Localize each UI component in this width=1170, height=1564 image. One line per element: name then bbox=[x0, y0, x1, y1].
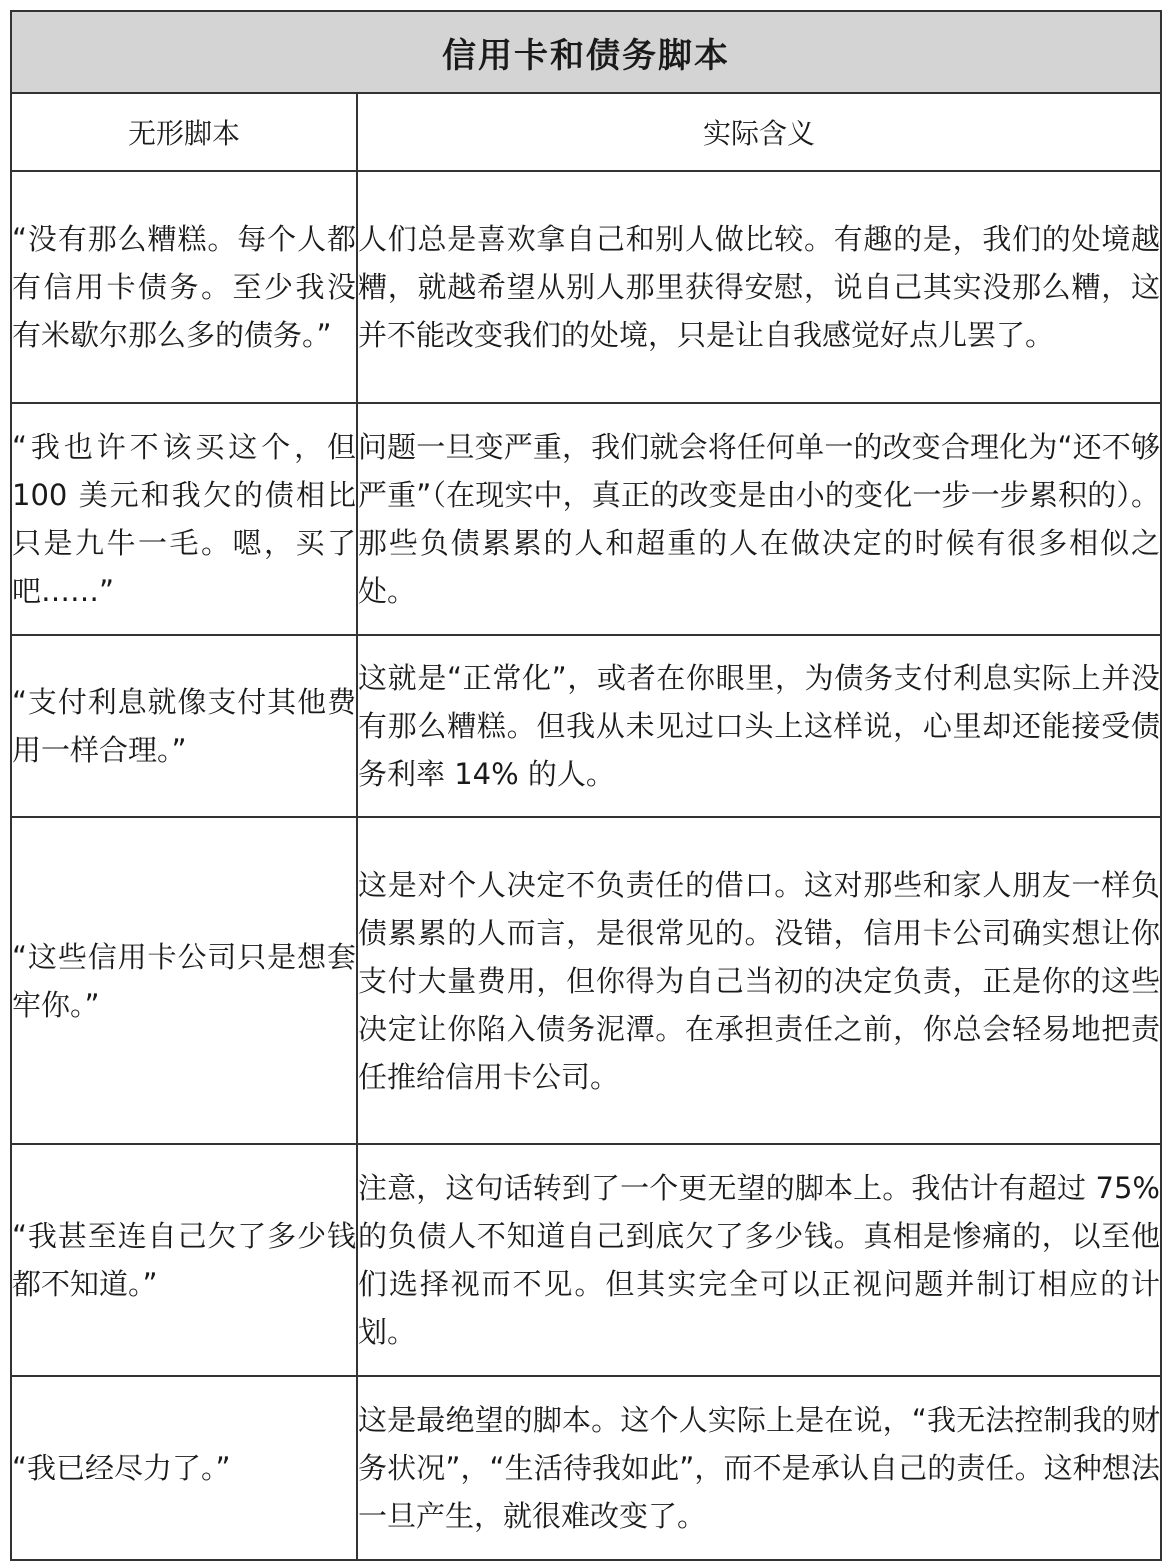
table-row bbox=[11, 817, 1161, 1144]
table-row bbox=[11, 403, 1161, 635]
script-cell: “支付利息就像支付其他费用一样合理。” bbox=[11, 635, 357, 817]
column-header-meaning: 实际含义 bbox=[357, 93, 1161, 171]
header-row bbox=[11, 93, 1161, 171]
script-cell: “我也许不该买这个，但 100 美元和我欠的债相比只是九牛一毛。嗯，买了吧……” bbox=[11, 403, 357, 635]
table-row bbox=[11, 1376, 1161, 1560]
table-row bbox=[11, 635, 1161, 817]
column-header-script: 无形脚本 bbox=[11, 93, 357, 171]
script-cell: “这些信用卡公司只是想套牢你。” bbox=[11, 817, 357, 1144]
table-row bbox=[11, 1144, 1161, 1376]
script-cell: “我已经尽力了。” bbox=[11, 1376, 357, 1560]
meaning-cell: 这就是“正常化”，或者在你眼里，为债务支付利息实际上并没有那么糟糕。但我从未见过口头上这样说，心里却还能接受债务利率 14% 的人。 bbox=[357, 635, 1161, 817]
scripts-table bbox=[10, 10, 1162, 1561]
script-cell: “我甚至连自己欠了多少钱都不知道。” bbox=[11, 1144, 357, 1376]
title-row bbox=[11, 11, 1161, 93]
script-cell: “没有那么糟糕。每个人都有信用卡债务。至少我没有米歇尔那么多的债务。” bbox=[11, 171, 357, 403]
meaning-cell: 问题一旦变严重，我们就会将任何单一的改变合理化为“还不够严重”（在现实中，真正的改变是由小的变化一步一步累积的）。那些负债累累的人和超重的人在做决定的时候有很多相似之处。 bbox=[357, 403, 1161, 635]
meaning-cell: 这是对个人决定不负责任的借口。这对那些和家人朋友一样负债累累的人而言，是很常见的。没错，信用卡公司确实想让你支付大量费用，但你得为自己当初的决定负责，正是你的这些决定让你陷入债务泥潭。在承担责任之前，你总会轻易地把责任推给信用卡公司。 bbox=[357, 817, 1161, 1144]
meaning-cell: 这是最绝望的脚本。这个人实际上是在说，“我无法控制我的财务状况”，“生活待我如此”，而不是承认自己的责任。这种想法一旦产生，就很难改变了。 bbox=[357, 1376, 1161, 1560]
table-row bbox=[11, 171, 1161, 403]
meaning-cell: 注意，这句话转到了一个更无望的脚本上。我估计有超过 75% 的负债人不知道自己到底欠了多少钱。真相是惨痛的，以至他们选择视而不见。但其实完全可以正视问题并制订相应的计划。 bbox=[357, 1144, 1161, 1376]
table-title: 信用卡和债务脚本 bbox=[11, 11, 1161, 93]
meaning-cell: 人们总是喜欢拿自己和别人做比较。有趣的是，我们的处境越糟，就越希望从别人那里获得安慰，说自己其实没那么糟，这并不能改变我们的处境，只是让自我感觉好点儿罢了。 bbox=[357, 171, 1161, 403]
